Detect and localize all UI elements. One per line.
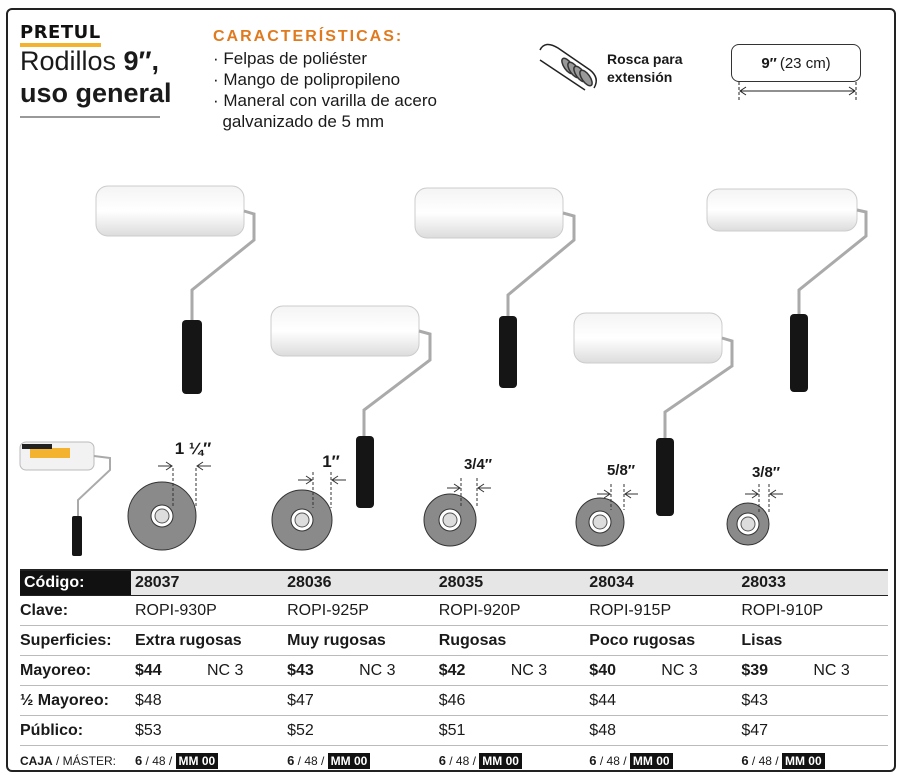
cell-caja: 6 / 48 / MM 00 [131, 746, 283, 776]
feature-item: · Maneral con varilla de acero [213, 91, 437, 110]
table-row [20, 570, 888, 596]
cell-mayoreo: $44 NC 3 [131, 656, 283, 686]
cross-section-5 [727, 484, 783, 545]
cell-clave: ROPI-925P [283, 596, 435, 626]
cross-section-2 [272, 472, 346, 550]
roller-28034 [574, 313, 732, 516]
nap-thickness-label: 5/8″ [606, 462, 636, 479]
cell-codigo: 28033 [737, 570, 888, 596]
brand-logo: PRETUL [20, 22, 101, 43]
cross-section-4 [576, 484, 638, 546]
table-row [20, 716, 888, 746]
cell-medio-mayoreo: $44 [585, 686, 737, 716]
cell-caja: 6 / 48 / MM 00 [585, 746, 737, 776]
page-subtitle: uso general [20, 78, 172, 108]
cell-medio-mayoreo: $46 [435, 686, 586, 716]
thread-icon [540, 44, 596, 90]
table-row [20, 656, 888, 686]
size-arrow [739, 82, 856, 100]
nap-thickness-label: 3/4″ [463, 456, 493, 473]
cell-caja: 6 / 48 / MM 00 [737, 746, 888, 776]
table-row [20, 746, 888, 776]
cell-mayoreo: $43 NC 3 [283, 656, 435, 686]
cell-mayoreo: $42 NC 3 [435, 656, 586, 686]
row-label-mayoreo: Mayoreo: [20, 656, 131, 686]
roller-28035 [415, 188, 574, 388]
cell-codigo: 28035 [435, 570, 586, 596]
cell-publico: $47 [737, 716, 888, 746]
cell-mayoreo: $40 NC 3 [585, 656, 737, 686]
cell-clave: ROPI-915P [585, 596, 737, 626]
cell-clave: ROPI-930P [131, 596, 283, 626]
table-row [20, 686, 888, 716]
cell-superficie: Rugosas [435, 626, 586, 656]
packaged-roller [20, 442, 110, 556]
roller-28037 [96, 186, 254, 394]
row-label-caja: CAJA / MÁSTER: [20, 753, 117, 768]
thread-label: Rosca para extensión [607, 51, 683, 85]
cell-publico: $53 [131, 716, 283, 746]
cell-publico: $48 [585, 716, 737, 746]
cell-medio-mayoreo: $43 [737, 686, 888, 716]
row-label-publico: Público: [20, 716, 131, 746]
feature-item: · Felpas de poliéster [213, 49, 368, 68]
cell-superficie: Extra rugosas [131, 626, 283, 656]
cell-mayoreo: $39 NC 3 [737, 656, 888, 686]
cell-codigo: 28034 [585, 570, 737, 596]
cell-publico: $51 [435, 716, 586, 746]
cell-medio-mayoreo: $47 [283, 686, 435, 716]
cross-section-1 [128, 462, 211, 550]
feature-item: galvanizado de 5 mm [213, 112, 385, 131]
cell-superficie: Muy rugosas [283, 626, 435, 656]
table-row [20, 596, 888, 626]
cell-medio-mayoreo: $48 [131, 686, 283, 716]
cell-caja: 6 / 48 / MM 00 [283, 746, 435, 776]
nap-thickness-label: 1 ¼″ [174, 439, 212, 458]
cell-codigo: 28037 [131, 570, 283, 596]
cell-superficie: Lisas [737, 626, 888, 656]
spec-table [20, 569, 888, 775]
cell-clave: ROPI-920P [435, 596, 586, 626]
roller-28036 [271, 306, 430, 508]
row-label-medio-mayoreo: ½ Mayoreo: [20, 686, 131, 716]
row-label-codigo: Código: [20, 570, 131, 596]
cell-caja: 6 / 48 / MM 00 [435, 746, 586, 776]
cross-section-3 [424, 478, 491, 546]
table-row [20, 626, 888, 656]
row-label-superficies: Superficies: [20, 626, 131, 656]
cell-clave: ROPI-910P [737, 596, 888, 626]
cell-codigo: 28036 [283, 570, 435, 596]
nap-thickness-label: 3/8″ [751, 464, 781, 481]
nap-thickness-label: 1″ [322, 452, 340, 471]
cell-superficie: Poco rugosas [585, 626, 737, 656]
size-badge: 9″ (23 cm) [731, 44, 861, 82]
row-label-clave: Clave: [20, 596, 131, 626]
features-heading: CARACTERÍSTICAS: [213, 28, 404, 45]
cell-publico: $52 [283, 716, 435, 746]
page-title: Rodillos 9″, [20, 46, 159, 76]
feature-item: · Mango de polipropileno [213, 70, 401, 89]
